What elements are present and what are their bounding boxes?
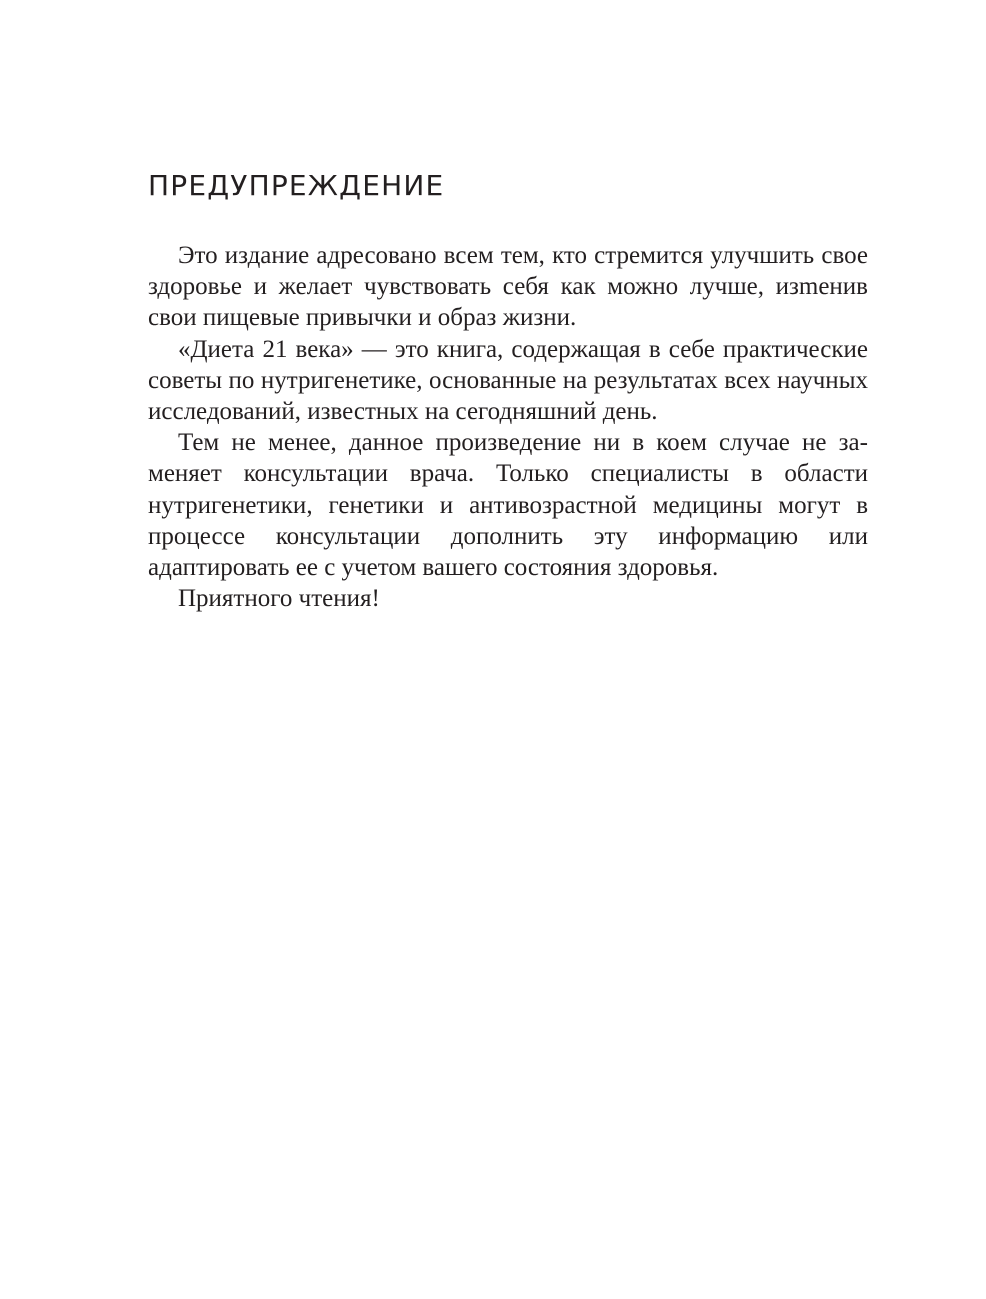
paragraph-audience: Это издание адресовано всем тем, кто стремится улучшить свое здоровье и желает чувствовать себя как можно лучше, изmенив свои пищевые привычки и образ жизни. <box>148 242 868 332</box>
paragraph-disclaimer: Тем не менее, данное произведение ни в коем случае не заменяет консультации врача. Только специалисты в области нутригенетики, генетики и антивозрастной медицины могут в процессе консультации дополнить эту информацию или адаптировать ее с учетом вашего состояния здоровья. <box>148 429 868 582</box>
paragraph-closing: Приятного чтения! <box>178 585 380 613</box>
paragraph-book-description: «Диета 21 века» — это книга, содержащая в себе практические советы по нутригенетике, основанные на результатах всех научных исследований, известных на сегодняшний день. <box>148 335 868 426</box>
warning-text <box>148 240 868 614</box>
page-title: ПРЕДУПРЕЖДЕНИЕ <box>148 169 445 202</box>
